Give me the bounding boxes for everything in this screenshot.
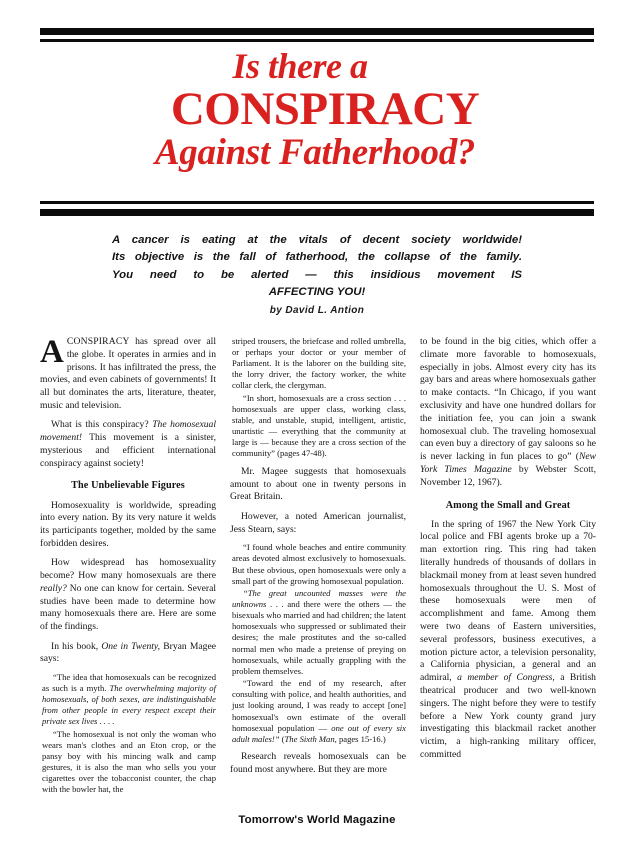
quote-text: “Toward the end of my research, after consulting with police, and health authorities, and just looking around, I was ready to accept [one] homosexual's own estimate of the overall homosexual population — [232, 678, 406, 733]
paragraph-text: by Webster Scott, November 12, 1967). [420, 463, 596, 488]
emphasis: The Sixth Man, [284, 733, 337, 744]
section-heading: Among the Small and Great [445, 499, 571, 511]
block-quote: striped trousers, the briefcase and rolled umbrella, or perhaps your doctor or your member of Parliament. It is the laborer on the building site, the lorry driver, the factory worker, the white collar clerk, the clergyman. [232, 336, 406, 391]
block-quote: “The homosexual is not only the woman who wears man's clothes and an Eton crop, or the pansy boy with his mincing walk and camp gestures, it is also the man who sells you your cigarettes over the tobacconist counter, the chap with the bowler hat, the [42, 729, 216, 795]
paragraph-text: to be found in the big cities, which offer a climate more favorable to homosexuals, especially in jobs. Almost every city has its gay bars and areas where homosexuals gather to make contacts. “In Chicago, if you want exclusivity and have one hundred dollars for the initiation fee, you can join a swank homosexual club. The traveling homosexual can even buy a directory of gay saloons so he is never lacking in fun places to go” ( [420, 336, 596, 463]
paragraph [420, 336, 596, 490]
column-2 [230, 336, 406, 806]
paragraph: Mr. Magee suggests that homosexuals amount to about one in twenty persons in Great Britain. [230, 465, 406, 503]
paragraph-text: How widespread has homosexuality become? How many homosexuals are there [40, 557, 216, 582]
emphasis: New York Times Magazine [420, 451, 596, 475]
deck-line-4: AFFECTING YOU! [268, 285, 366, 298]
page-title [40, 48, 594, 171]
masthead-top-rules [40, 28, 594, 42]
emphasis: The homosexual movement! [40, 419, 216, 444]
block-quote [230, 678, 406, 744]
paragraph-text: No one can know for certain. Several studies have been made to determine how many homosexuals there are. Here are some of the findings. [40, 582, 216, 633]
title-line-2: CONSPIRACY [170, 83, 480, 135]
emphasis: “The great uncounted masses were the unknowns [232, 588, 406, 610]
rule-thick-top [40, 28, 594, 35]
paragraph [40, 641, 216, 667]
rule-thick-bottom [40, 209, 594, 216]
lead-in-smallcaps: CONSPIRACY [66, 336, 130, 347]
deck-line-3: You need to be alerted — this insidious movement IS [112, 268, 522, 281]
paragraph [40, 419, 216, 470]
block-quote [40, 672, 216, 727]
emphasis: one out of every six adult males!” [232, 722, 406, 744]
emphasis: One in Twenty, [101, 640, 161, 652]
block-quote: “In short, homosexuals are a cross section . . . homosexuals are upper class, working class, stable, and unstable, stupid, intelligent, artistic, unartistic — everything that the community at large is — because they are a cross section of the community” (pages 47-48). [232, 392, 406, 459]
deck-line-2: Its objective is the fall of fatherhood, the collapse of the family. [112, 251, 522, 264]
quote-text: . . . and there were the others — the bisexuals who married and had children; the latent homosexuals who suppressed or sublimated their desires; the male prostitutes and the so-called normal men who made a pretense of preying on homosexuals, while actually grappling with the problem themselves. [232, 599, 406, 676]
drop-cap: A [40, 334, 64, 370]
paragraph-text: has spread over all the globe. It operates in armies and in prisons. It has infiltrated the press, the movies, and even cabinets of governments! It all but dominates the arts, literature, theater, music and television. [40, 336, 216, 411]
title-line-1: Is there a [232, 46, 368, 86]
emphasis: The overwhelming majority of homosexuals, of both sexes, are indistinguishable from other people in every respect except their private sex lives . . . . [42, 683, 216, 727]
rule-thin-top [40, 39, 594, 42]
block-quote: “I found whole beaches and entire community areas devoted almost exclusively to homosexuals. But these obvious, open homosexuals were only a small part of the growing homosexual population. [232, 542, 406, 586]
paragraph [40, 557, 216, 634]
paragraph: Research reveals homosexuals can be found most anywhere. But they are more [230, 751, 406, 776]
emphasis: really? [40, 582, 67, 594]
paragraph-text: In the spring of 1967 the New York City local police and FBI agents broke up a 70-man extortion ring. This ring had taken literally hundreds of thousands of dollars in blackmail money from at least seven hundred homosexuals throughout the U. S. Most of these homosexuals were men of accomplishment and fame. Among them were two deans of Eastern universities, several professors, business executives, a motion picture actor, a television personality, a California physician, a general and an admiral, [420, 518, 596, 684]
quote-text: ( [279, 733, 285, 744]
paragraph-text: This movement is a sinister, mysterious and efficient international conspiracy against society! [40, 432, 216, 469]
paragraph-text: In his book, [51, 640, 102, 652]
paragraph-text: What is this conspiracy? [51, 419, 153, 431]
byline: by David L. Antion [269, 305, 365, 316]
quote-text: “The idea that homosexuals can be recognized as such is a myth. [42, 672, 216, 694]
paragraph [420, 519, 596, 762]
deck-line-1: A cancer is eating at the vitals of decent society worldwide! [112, 234, 522, 246]
quote-text: pages 15-16.) [336, 733, 386, 744]
section-heading: The Unbelievable Figures [71, 480, 185, 492]
paragraph-text: Bryan Magee says: [40, 640, 216, 665]
paragraph [40, 336, 216, 413]
masthead-bottom-rules [40, 201, 594, 216]
column-3 [420, 336, 596, 806]
block-quote [230, 588, 406, 677]
paragraph: Homosexuality is worldwide, spreading into every nation. By its very nature it welds its participants together, molded by the same forbidden desires. [40, 499, 216, 549]
emphasis: a member of Congress, [457, 672, 555, 684]
article-body [40, 336, 596, 806]
page-footer: Tomorrow's World Magazine [238, 814, 396, 826]
title-line-3: Against Fatherhood? [154, 132, 476, 173]
paragraph-text: a British theatrical producer and two well-known singers. The night before they were to testify before a New York county grand jury investigating this blackmail racket another victim, a high-ranking military officer, committed [420, 672, 596, 761]
paragraph: However, a noted American journalist, Jess Stearn, says: [230, 510, 406, 535]
column-1 [40, 336, 216, 806]
article-deck [112, 232, 522, 301]
